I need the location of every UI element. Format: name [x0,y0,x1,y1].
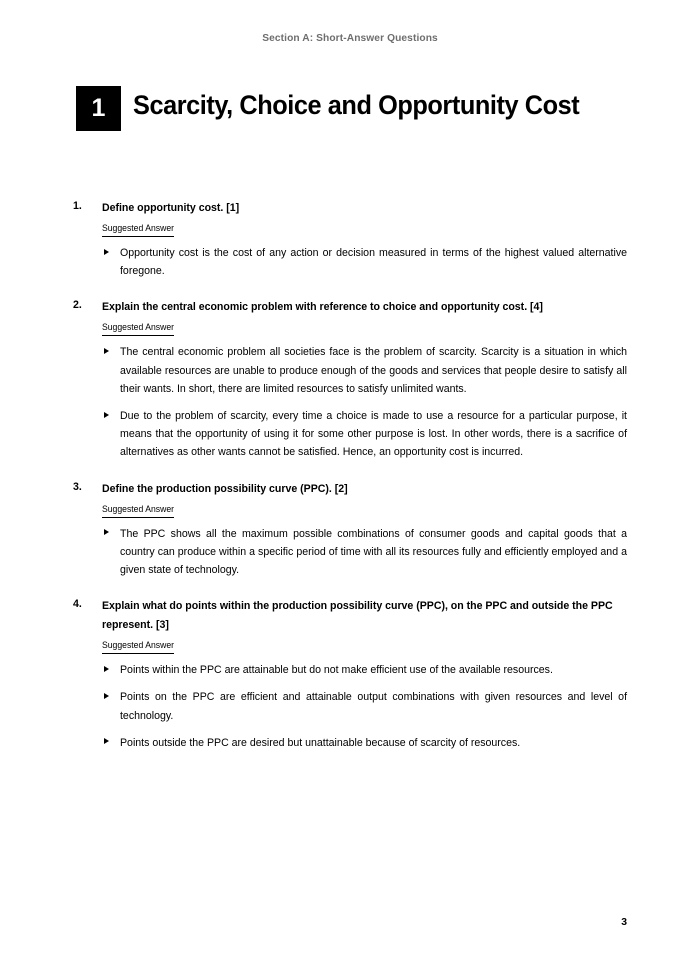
question-marks: [1] [223,202,240,214]
question-text: Define the production possibility curve (PPC). [102,482,332,495]
questions-list [0,198,700,769]
answer-bullet [0,407,700,462]
triangle-bullet-icon [104,738,109,744]
triangle-bullet-icon [104,412,109,418]
question-number: 4. [73,598,82,611]
question-number: 2. [73,299,82,312]
question-number: 3. [73,480,82,493]
answer-list [0,525,700,580]
answer-bullet [0,244,700,280]
triangle-bullet-icon [104,529,109,535]
question-block [0,297,700,461]
answer-text: The central economic problem all societies face is the problem of scarcity. Scarcity is a situation in which available resources are unable to produce enough of the goods and services that people desire to satisfy all their wants. In short, there are limited resources to satisfy unlimited wants. [120,346,627,395]
triangle-bullet-icon [104,348,109,354]
question-heading-row [0,297,700,316]
suggested-answer-label: Suggested Answer [102,503,174,518]
question-heading-row [0,479,700,498]
answer-text: The PPC shows all the maximum possible combinations of consumer goods and capital goods that a country can produce within a specific period of time with all its resources fully and efficiently employed and a given state of technology. [120,527,627,577]
answer-list [0,343,700,461]
question-block [0,479,700,580]
question-text: Explain the central economic problem with reference to choice and opportunity cost. [102,301,528,314]
question-heading-row [0,198,700,217]
question-text: Explain what do points within the production possibility curve (PPC), on the PPC and outside the PPC represent. [102,600,613,632]
answer-list [0,244,700,280]
answer-bullet [0,525,700,580]
answer-bullet [0,688,700,724]
suggested-answer-label: Suggested Answer [102,321,174,336]
answer-bullet [0,343,700,398]
question-marks: [4] [527,301,543,314]
question-block [0,596,700,752]
suggested-answer-label: Suggested Answer [102,639,174,654]
answer-text: Due to the problem of scarcity, every time a choice is made to use a resource for a particular purpose, it means that the opportunity of using it for some other purpose is lost. In other words, there is a sacrifice of alternatives as other wants cannot be satisfied. Hence, an opportunity cost is incurred. [120,410,627,459]
triangle-bullet-icon [104,249,109,255]
question-marks: [2] [331,482,348,495]
answer-bullet [0,734,700,752]
question-number: 1. [73,200,82,212]
triangle-bullet-icon [104,693,109,699]
answer-list [0,661,700,752]
page-number: 3 [621,917,627,928]
suggested-answer-label: Suggested Answer [102,222,174,237]
question-heading-row [0,596,700,634]
question-marks: [3] [153,619,169,632]
answer-text: Points outside the PPC are desired but unattainable because of scarcity of resources. [120,736,521,749]
answer-text: Opportunity cost is the cost of any action or decision measured in terms of the highest valued alternative foregone. [120,247,627,278]
answer-text: Points on the PPC are efficient and attainable output combinations with given resources and level of technology. [120,691,627,722]
question-block [0,198,700,280]
answer-text: Points within the PPC are attainable but do not make efficient use of the available resources. [120,664,553,677]
triangle-bullet-icon [104,666,109,672]
question-text: Define opportunity cost. [102,202,224,214]
chapter-title: Scarcity, Choice and Opportunity Cost [133,90,580,120]
chapter-number-badge: 1 [76,86,121,131]
answer-bullet [0,661,700,679]
running-header: Section A: Short-Answer Questions [262,33,438,44]
chapter-heading [76,86,636,136]
